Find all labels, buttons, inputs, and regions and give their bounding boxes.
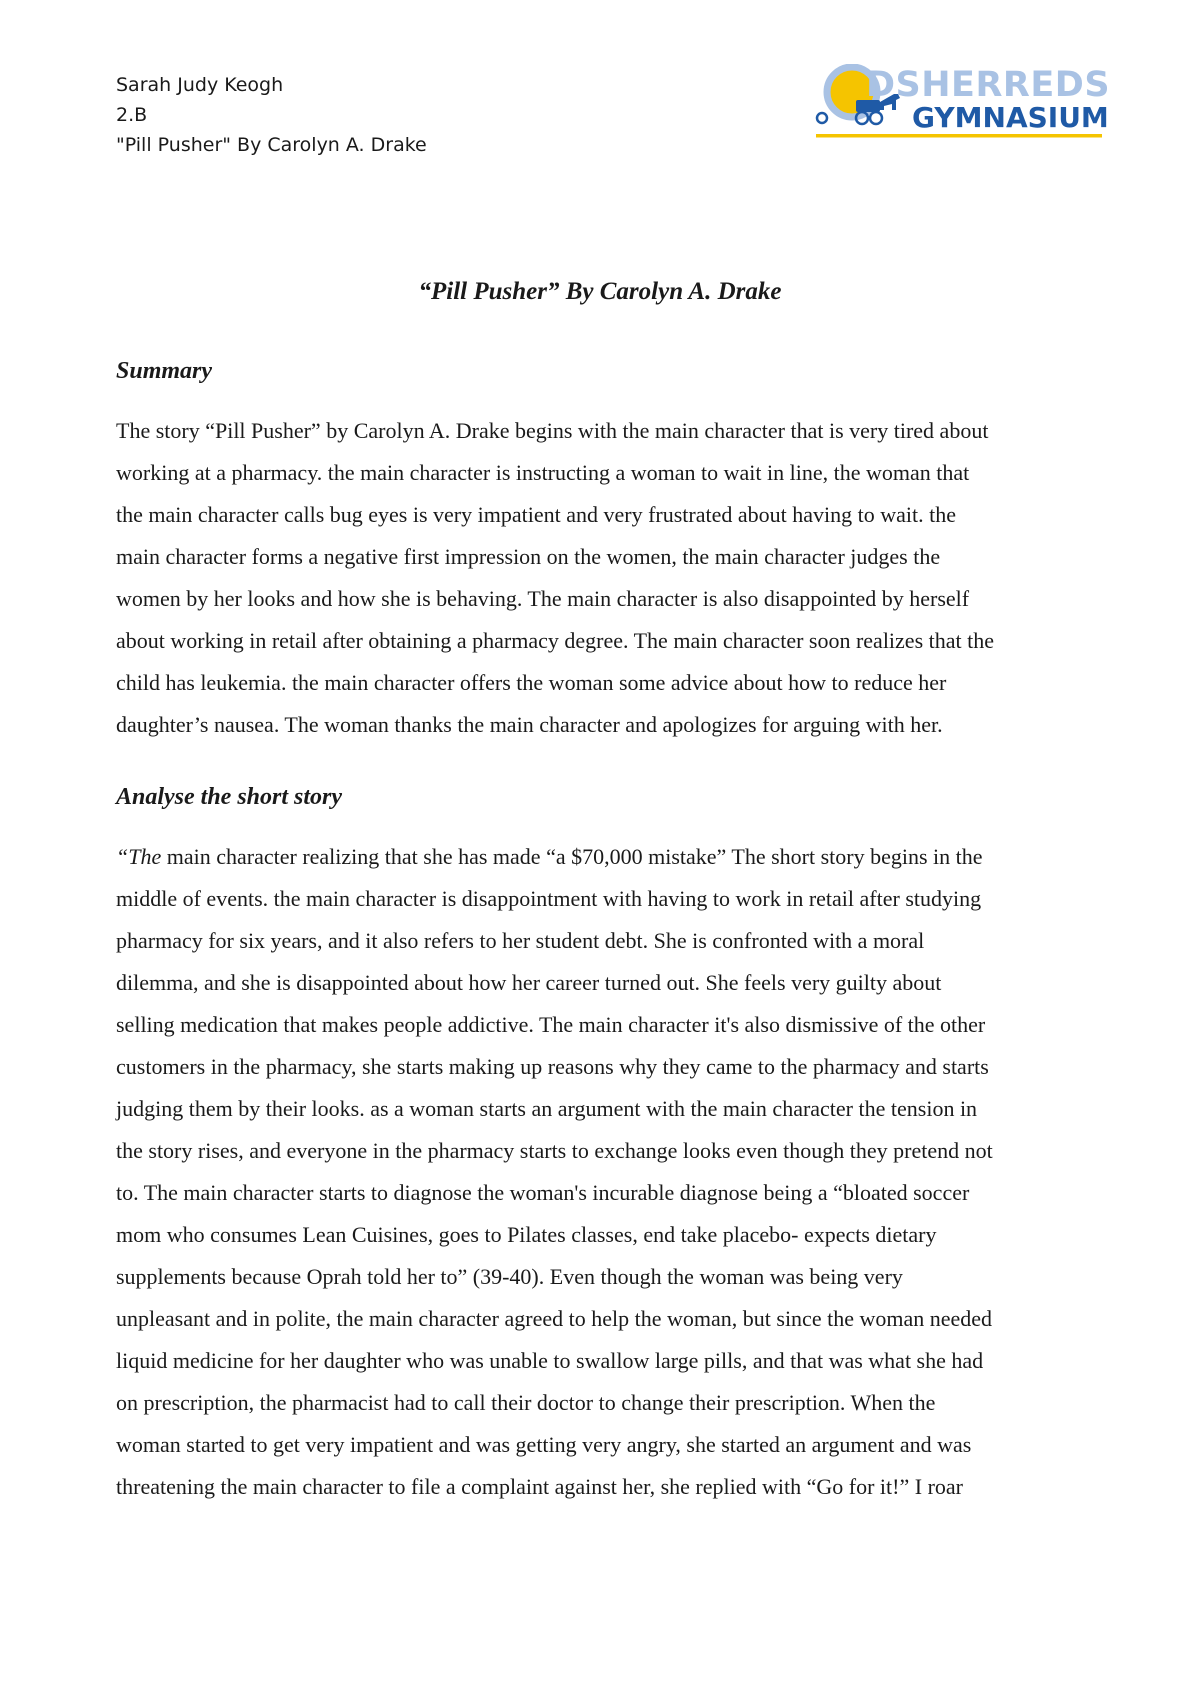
author-name: Sarah Judy Keogh xyxy=(116,74,284,96)
analysis-line: woman started to get very impatient and was getting very angry, she started an argument and was xyxy=(116,1432,972,1457)
analysis-line: customers in the pharmacy, she starts making up reasons why they came to the pharmacy and starts xyxy=(116,1054,989,1079)
summary-line: child has leukemia. the main character offers the woman some advice about how to reduce her xyxy=(116,670,947,695)
analysis-line: threatening the main character to file a complaint against her, she replied with “Go for it!” I roar xyxy=(116,1474,963,1499)
header-info xyxy=(116,70,427,160)
analysis-line: supplements because Oprah told her to” (39-40). Even though the woman was being very xyxy=(116,1264,903,1289)
analysis-line: selling medication that makes people addictive. The main character it's also dismissive of the other xyxy=(116,1012,986,1037)
analysis-line: unpleasant and in polite, the main character agreed to help the woman, but since the woman needed xyxy=(116,1306,993,1331)
analysis-line: liquid medicine for her daughter who was unable to swallow large pills, and that was what she had xyxy=(116,1348,984,1373)
work-title: "Pill Pusher" By Carolyn A. Drake xyxy=(116,134,427,156)
summary-line: the main character calls bug eyes is very impatient and very frustrated about having to wait. the xyxy=(116,502,956,527)
analysis-line: dilemma, and she is disappointed about how her career turned out. She feels very guilty about xyxy=(116,970,942,995)
analysis-line xyxy=(116,836,1096,878)
summary-line: The story “Pill Pusher” by Carolyn A. Drake begins with the main character that is very tired about xyxy=(116,418,989,443)
analysis-line: middle of events. the main character is disappointment with having to work in retail after studying xyxy=(116,886,982,911)
analysis-line: judging them by their looks. as a woman starts an argument with the main character the tension in xyxy=(116,1096,978,1121)
analysis-paragraph xyxy=(116,836,1096,1508)
summary-line: working at a pharmacy. the main character is instructing a woman to wait in line, the woman that xyxy=(116,460,970,485)
school-logo xyxy=(814,64,1111,144)
logo-text-top: DSHERREDS xyxy=(866,65,1111,105)
summary-paragraph xyxy=(116,410,1096,746)
document-title: “Pill Pusher” By Carolyn A. Drake xyxy=(418,278,782,305)
analysis-heading: Analyse the short story xyxy=(116,784,343,810)
summary-line: women by her looks and how she is behaving. The main character is also disappointed by herself xyxy=(116,586,970,611)
analysis-line: pharmacy for six years, and it also refers to her student debt. She is confronted with a moral xyxy=(116,928,925,953)
analysis-line: on prescription, the pharmacist had to call their doctor to change their prescription. When the xyxy=(116,1390,936,1415)
analysis-line: to. The main character starts to diagnose the woman's incurable diagnose being a “bloated soccer xyxy=(116,1180,970,1205)
logo-text-bottom: GYMNASIUM xyxy=(912,101,1109,134)
analysis-first-line-rest: main character realizing that she has made “a $70,000 mistake” The short story begins in the xyxy=(161,844,983,869)
analysis-italic-opening: “The xyxy=(116,844,162,869)
analysis-line: the story rises, and everyone in the pharmacy starts to exchange looks even though they pretend not xyxy=(116,1138,993,1163)
summary-line: about working in retail after obtaining a pharmacy degree. The main character soon realizes that the xyxy=(116,628,995,653)
summary-line: main character forms a negative first impression on the women, the main character judges the xyxy=(116,544,941,569)
class-label: 2.B xyxy=(116,104,148,126)
summary-heading: Summary xyxy=(116,358,213,384)
logo-underline xyxy=(816,134,1102,138)
summary-line: daughter’s nausea. The woman thanks the main character and apologizes for arguing with her. xyxy=(116,712,943,737)
analysis-line: mom who consumes Lean Cuisines, goes to Pilates classes, end take placebo- expects dietary xyxy=(116,1222,937,1247)
